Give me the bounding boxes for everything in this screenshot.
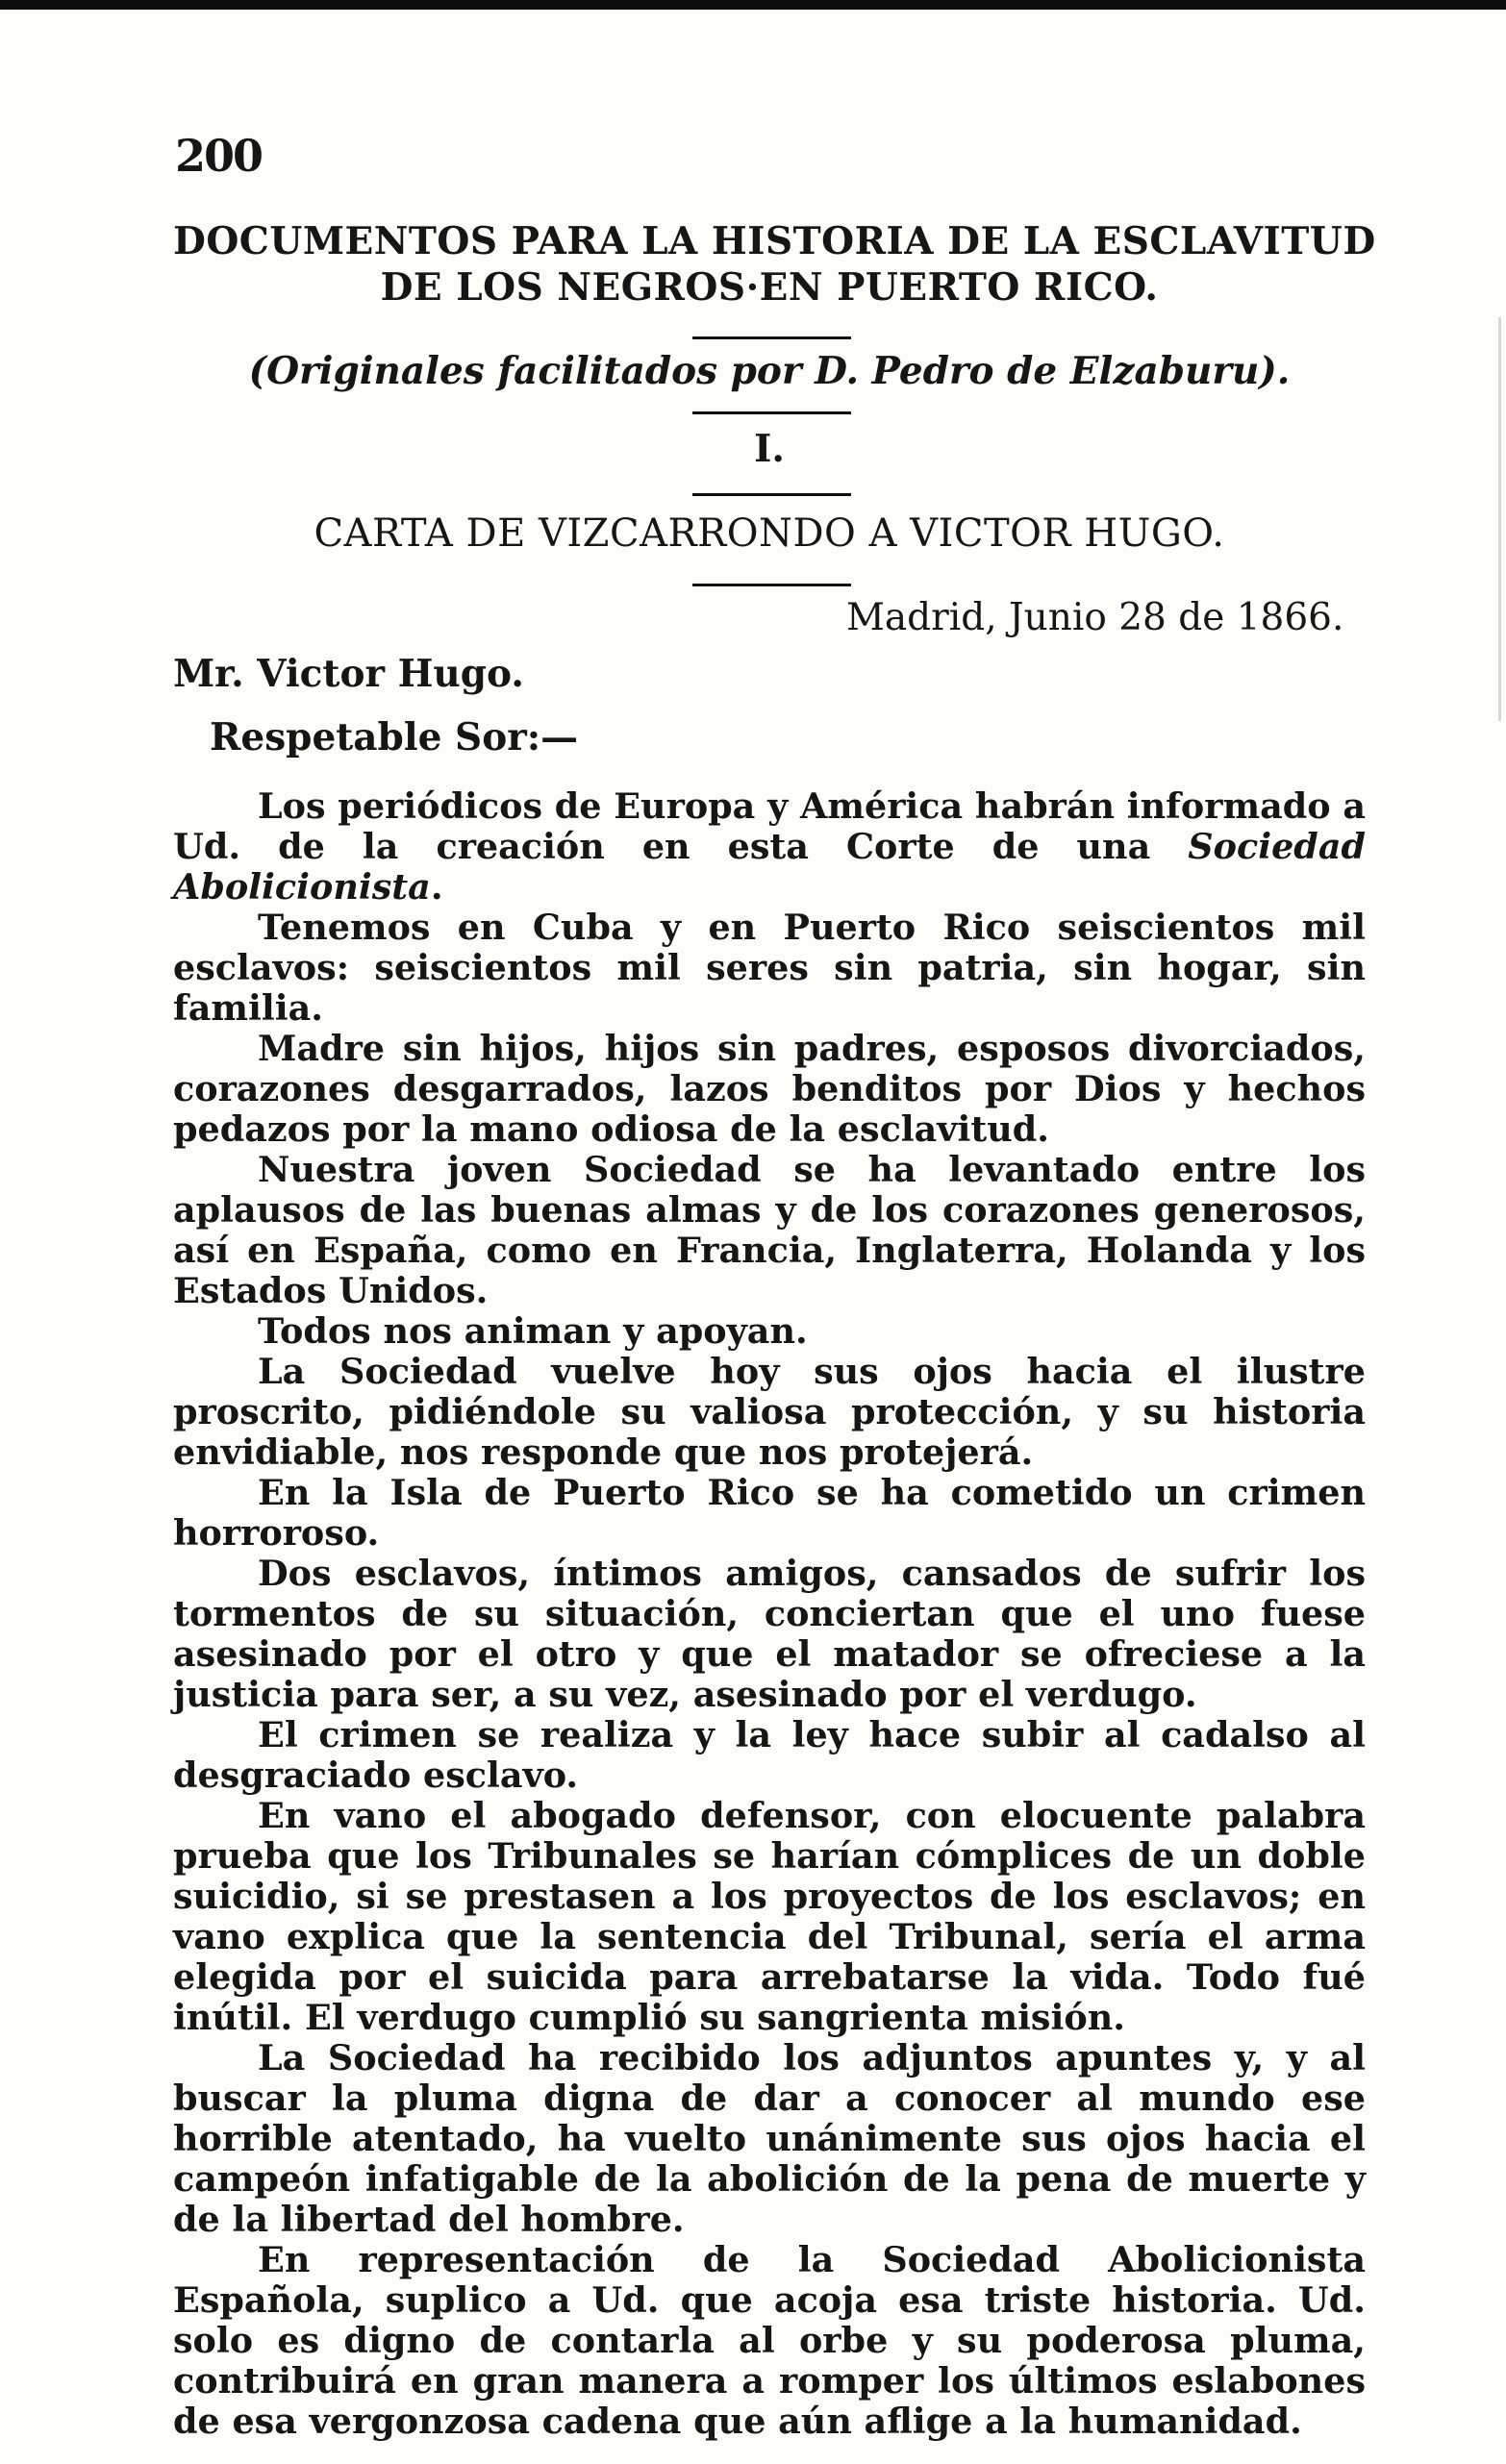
paragraph: El crimen se realiza y la ley hace subir al cadalso al desgraciado esclavo.	[173, 1714, 1366, 1796]
letter-body	[173, 786, 1366, 2442]
top-border-line	[0, 0, 1506, 10]
paragraph: La Sociedad ha recibido los adjuntos apuntes y, y al buscar la pluma digna de dar a conocer al mundo ese horrible atentado, ha vuelto unánimente sus ojos hacia el campeón infatigable de la abolición de la pena de muerte y de la libertad del hombre.	[173, 2037, 1366, 2240]
paragraph: La Sociedad vuelve hoy sus ojos hacia el ilustre proscrito, pidiéndole su valiosa protección, y su historia envidiable, nos responde que nos protejerá.	[173, 1351, 1366, 1473]
document-title-line-2: DE LOS NEGROS·EN PUERTO RICO.	[380, 265, 1159, 310]
paragraph: Dos esclavos, íntimos amigos, cansados de sufrir los tormentos de su situación, conciertan que el uno fuese asesinado por el otro y que el matador se ofreciese a la justicia para ser, a su vez, asesinado por el verdugo.	[173, 1553, 1366, 1715]
emphasis-text: Sociedad Abolicionista	[173, 826, 1366, 908]
divider-rule	[692, 493, 851, 496]
paragraph: Todos nos animan y apoyan.	[258, 1310, 808, 1352]
page-number: 200	[175, 130, 263, 182]
document-subtitle: (Originales facilitados por D. Pedro de Elzaburu).	[248, 349, 1291, 393]
letter-recipient: Mr. Victor Hugo.	[173, 652, 524, 696]
paragraph: En la Isla de Puerto Rico se ha cometido un crimen horroroso.	[173, 1472, 1366, 1554]
paragraph: Tenemos en Cuba y en Puerto Rico seiscientos mil esclavos: seiscientos mil seres sin patria, sin hogar, sin familia.	[173, 907, 1366, 1029]
divider-rule	[692, 336, 851, 339]
divider-rule	[692, 411, 851, 414]
paragraph: Los periódicos de Europa y América habrán informado a Ud. de la creación en esta Corte de una Sociedad Abolicionista.	[173, 785, 1366, 908]
paragraph: En vano el abogado defensor, con elocuente palabra prueba que los Tribunales se harían cómplices de un doble suicidio, si se prestasen a los proyectos de los esclavos; en vano explica que la sentencia del Tribunal, sería el arma elegida por el suicida para arrebatarse la vida. Todo fué inútil. El verdugo cumplió su sangrienta misión.	[173, 1795, 1366, 2038]
scan-edge-line	[1498, 317, 1501, 721]
letter-dateline: Madrid, Junio 28 de 1866.	[846, 596, 1344, 639]
paragraph: En representación de la Sociedad Abolicionista Española, suplico a Ud. que acoja esa triste historia. Ud. solo es digno de contarla al orbe y su poderosa pluma, contribuirá en gran manera a romper los últimos eslabones de esa vergonzosa cadena que aún aflige a la humanidad.	[173, 2239, 1366, 2442]
paragraph: Nuestra joven Sociedad se ha levantado entre los aplausos de las buenas almas y de los corazones generosos, así en España, como en Francia, Inglaterra, Holanda y los Estados Unidos.	[173, 1149, 1366, 1311]
section-number: I.	[754, 427, 785, 471]
letter-title: CARTA DE VIZCARRONDO A VICTOR HUGO.	[314, 511, 1225, 556]
paragraph: Madre sin hijos, hijos sin padres, esposos divorciados, corazones desgarrados, lazos benditos por Dios y hechos pedazos por la mano odiosa de la esclavitud.	[173, 1028, 1366, 1150]
document-title-line-1: DOCUMENTOS PARA LA HISTORIA DE LA ESCLAVITUD	[173, 219, 1376, 263]
divider-rule	[692, 584, 851, 586]
letter-salutation: Respetable Sor:—	[210, 715, 579, 759]
